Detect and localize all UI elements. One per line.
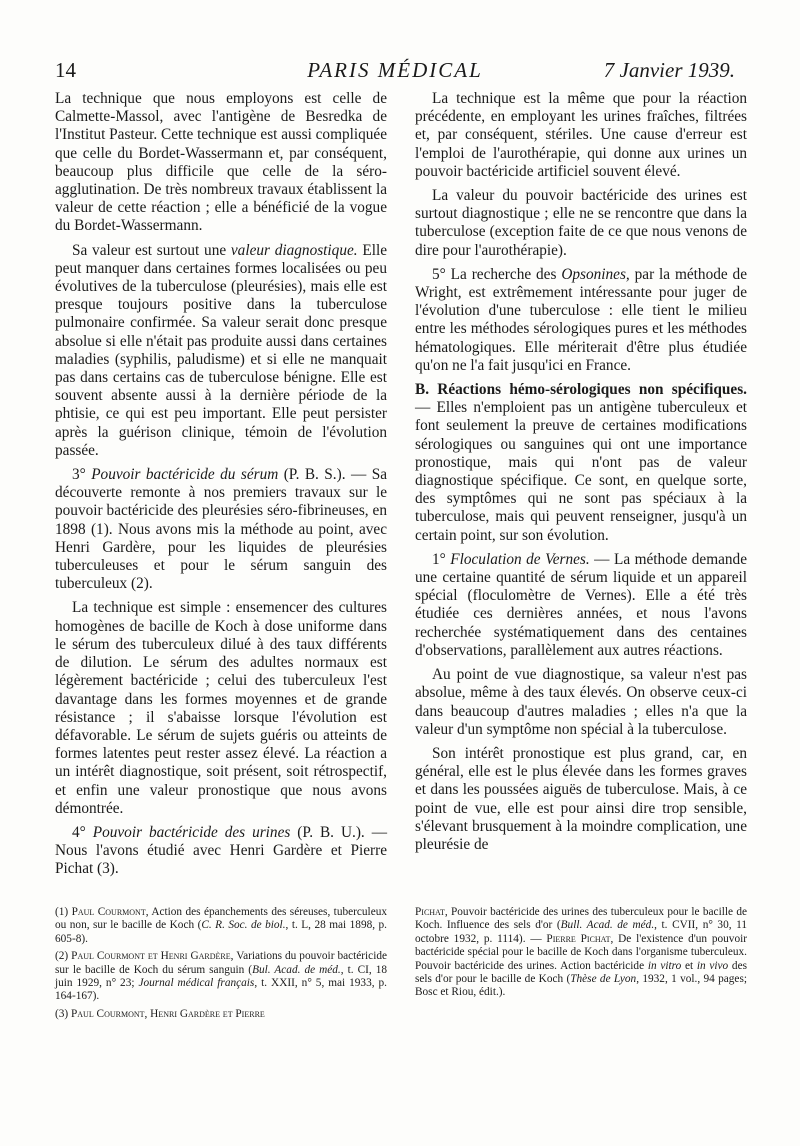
paragraph: La technique est la même que pour la réaction précédente, en employant les urines fraîches, filtrées et, par conséquent, stériles. Une cause d'erreur est l'emploi de l'aurothérapie, qui donne aux urines un pouvoir bactéricide artificiel souvent élevé.: [415, 90, 747, 180]
issue-date: 7 Janvier 1939.: [603, 58, 735, 82]
page-number: 14: [55, 58, 76, 82]
paragraph: 5° La recherche des Opsonines, par la méthode de Wright, est extrêmement intéressante pour juger de l'évolution d'une tuberculose : elle tient le milieu entre les méthodes sérologiques pures et les méthodes hématologiques. Elle mériterait d'être plus étudiée qu'on ne l'a fait jusqu'ici en France.: [415, 265, 747, 374]
paragraph: Au point de vue diagnostique, sa valeur n'est pas absolue, même à des taux élevés. On observe ceux-ci dans beaucoup d'autres maladies ; elles n'a que la valeur d'un symptôme non spécial à la tuberculose.: [415, 666, 747, 738]
journal-title: PARIS MÉDICAL: [307, 58, 483, 82]
paragraph: 1° Floculation de Vernes. — La méthode demande une certaine quantité de sérum liquide et un appareil spécial (floculomètre de Vernes). Elle a été très étudiée ces dernières années, et nous l'avons recherchée systématiquement dans des centaines d'observations, parallèlement aux autres réactions.: [415, 550, 747, 659]
footnotes-right: [415, 906, 747, 1000]
footnote: (3) Paul Courmont, Henri Gardère et Pierre: [55, 1007, 265, 1020]
paragraph: Son intérêt pronostique est plus grand, car, en général, elle est le plus élevée dans les formes graves et dans les poussées aiguës de tuberculose. Mais, à ce point de vue, elle est pour ainsi dire trop sensible, s'élevant brusquement à la moindre complication, une pleurésie de: [415, 744, 747, 853]
paragraph: 3° Pouvoir bactéricide du sérum (P. B. S.). — Sa découverte remonte à nos premiers travaux sur le pouvoir bactéricide des pleurésies séro-fibrineuses, en 1898 (1). Nous avons mis la méthode au point, avec Henri Gardère, pour les liquides de pleurésies tuberculeuses et pour le sérum sanguin des tuberculeux (2).: [55, 466, 387, 593]
footnote: (2) Paul Courmont et Henri Gardère, Variations du pouvoir bactéricide sur le bacille de Koch du sérum sanguin (Bul. Acad. de méd., t. CI, 18 juin 1929, n° 23; Journal médical français, t. XXII, n° 5, mai 1933, p. 164-167).: [55, 950, 387, 1003]
footnote: Pichat, Pouvoir bactéricide des urines des tuberculeux pour le bacille de Koch. Influence des sels d'or (Bull. Acad. de méd., t. CVII, n° 30, 11 octobre 1932, p. 1114). — Pierre Pichat, De l'existence d'un pouvoir bactéricide spécial pour le bacille de Koch dans l'organisme tuberculeux. Pouvoir bactéricide des urines. Action bactéricide in vitro et in vivo des sels d'or pour le bacille de Koch (Thèse de Lyon, 1932, 1 vol., 94 pages; Bosc et Riou, édit.).: [415, 906, 747, 999]
section-heading: B. Réactions hémo-sérologiques non spécifiques.: [415, 381, 747, 399]
paragraph: 4° Pouvoir bactéricide des urines (P. B. U.). — Nous l'avons étudié avec Henri Gardère et Pierre Pichat (3).: [55, 823, 387, 878]
paragraph: La valeur du pouvoir bactéricide des urines est surtout diagnostique ; elle ne se rencontre que dans la tuberculose (exception faite de ce que nous venons de dire pour l'aurothérapie).: [415, 187, 747, 259]
page-header: [55, 58, 735, 86]
left-column: [55, 90, 387, 885]
paragraph: La technique que nous employons est celle de Calmette-Massol, avec l'antigène de Besredka de l'Institut Pasteur. Cette technique est aussi compliquée que celle du Bordet-Wassermann et, par conséquent, beaucoup plus difficile que celle de la séro-agglutination. De très nombreux travaux établissent la valeur de cette réaction ; elle a bénéficié de la vogue du Bordet-Wassermann.: [55, 90, 387, 235]
footnote: (1) Paul Courmont, Action des épanchements des séreuses, tuberculeux ou non, sur le bacille de Koch (C. R. Soc. de biol., t. L, 28 mai 1898, p. 605-8).: [55, 906, 388, 945]
paragraph: Sa valeur est surtout une valeur diagnostique. Elle peut manquer dans certaines formes localisées ou peu évolutives de la tuberculose (pleurésies), mais elle est presque toujours positive dans la tuberculose pulmonaire confirmée. Sa valeur serait donc presque absolue si elle n'était pas produite aussi dans certaines maladies (syphilis, paludisme) et si elle ne manquait pas dans certains cas de tuberculose bénigne. Elle est souvent absente aussi à la dernière période de la phtisie, ce qui est peu important. Elle peut persister après la guérison clinique, témoin de l'évolution passée.: [55, 241, 387, 459]
paragraph: La technique est simple : ensemencer des cultures homogènes de bacille de Koch à dose uniforme dans le sérum des tuberculeux dilué à des taux différents de dilution. Le sérum des adultes normaux est légèrement bactéricide ; celui des tuberculeux l'est davantage dans les formes moyennes et de grande résistance ; il s'abaisse lorsque l'évolution est défavorable. Le sérum de sujets guéris ou atteints de formes latentes peut rester assez élevé. La réaction a un intérêt diagnostique, soit présent, soit rétrospectif, et enfin une valeur pronostique que nous avons démontrée.: [55, 599, 387, 817]
right-column: La technique est la même que pour la réaction précédente, en employant les urines fraîches, filtrées et, par conséquent, stériles. Une cause d'erreur est l'emploi de l'aurothérapie, qui donne aux urines un pouvoir bactéricide artificiel souvent élevé. La valeur du pouvoir bactéricide des urines est surtout diagnostique ; elle ne se rencontre que dans la tuberculose (exception faite de ce que nous venons de dire pour l'aurothérapie). 5° La recherche des Opsonines, par la méthode de Wright, est extrêmement intéressante pour juger de l'évolution d'une tuberculose : elle tient le milieu entre les méthodes sérologiques pures et les méthodes hématologiques. Elle mériterait d'être plus étudiée qu'on ne l'a fait jusqu'ici en France. B. Réactions hémo-sérologiques non spécifiques. — Elles n'emploient pas un antigène tuberculeux et font seulement la preuve de certaines modifications sérologiques ou sanguines qui ont une importance pronostique, mais qui n'ont pas de valeur diagnostique spécifique. Ce sont, en quelque sorte, des symptômes qui ne sont pas spéciaux à la tuberculose, mais qui peuvent renseigner, jusqu'à un certain point, sur son évolution. 1° Floculation de Vernes. — La méthode demande une certaine quantité de sérum liquide et un appareil spécial (floculomètre de Vernes). Elle a été très étudiée ces dernières années, et nous l'avons recherchée systématiquement dans des centaines d'observations, parallèlement aux autres réactions. Au point de vue diagnostique, sa valeur n'est pas absolue, même à des taux élevés. On observe ceux-ci dans beaucoup d'autres maladies ; elles n'a que la valeur d'un symptôme non spécial à la tuberculose. Son intérêt pronostique est plus grand, car, en général, elle est le plus élevée dans les formes graves et dans les poussées aiguës de tuberculose. Mais, à ce point de vue, elle est pour ainsi dire trop sensible, s'élevant brusquement à la moindre complication, une pleurésie de: [415, 90, 747, 853]
footnotes-left: [55, 906, 387, 1025]
